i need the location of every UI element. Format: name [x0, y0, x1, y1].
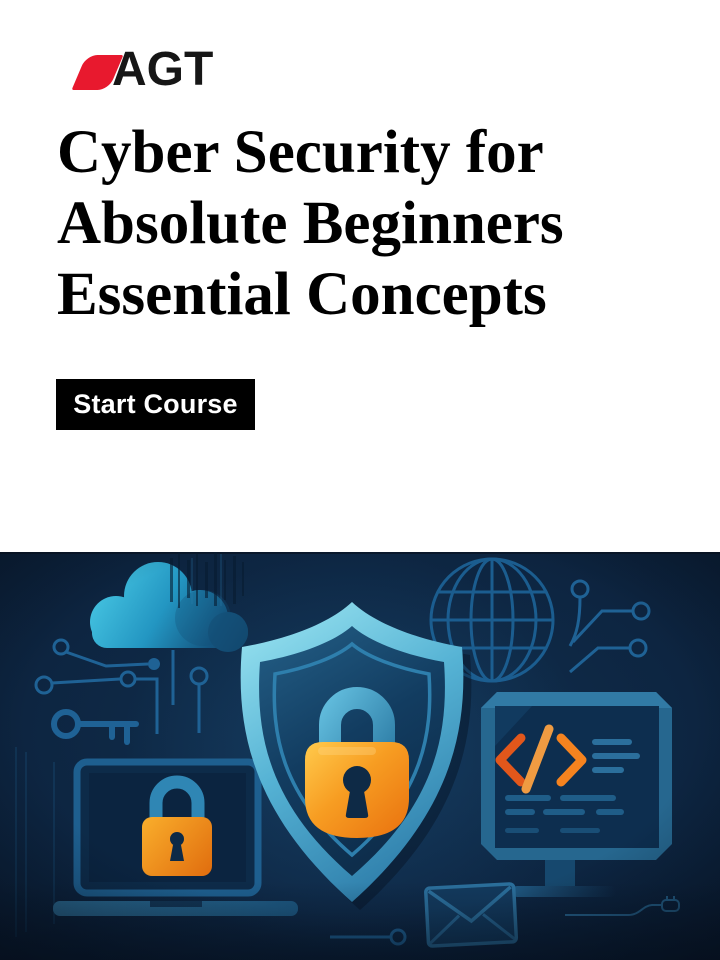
course-illustration — [0, 552, 720, 960]
title-line-1: Cyber Security for — [57, 119, 544, 186]
course-title — [57, 117, 564, 330]
agt-logo-text: AGT — [112, 43, 214, 96]
title-line-3: Essential Concepts — [57, 261, 547, 328]
vignette-overlay — [0, 552, 720, 960]
agt-logo — [79, 43, 214, 96]
start-course-button[interactable]: Start Course — [56, 379, 255, 430]
title-line-2: Absolute Beginners — [57, 190, 564, 257]
